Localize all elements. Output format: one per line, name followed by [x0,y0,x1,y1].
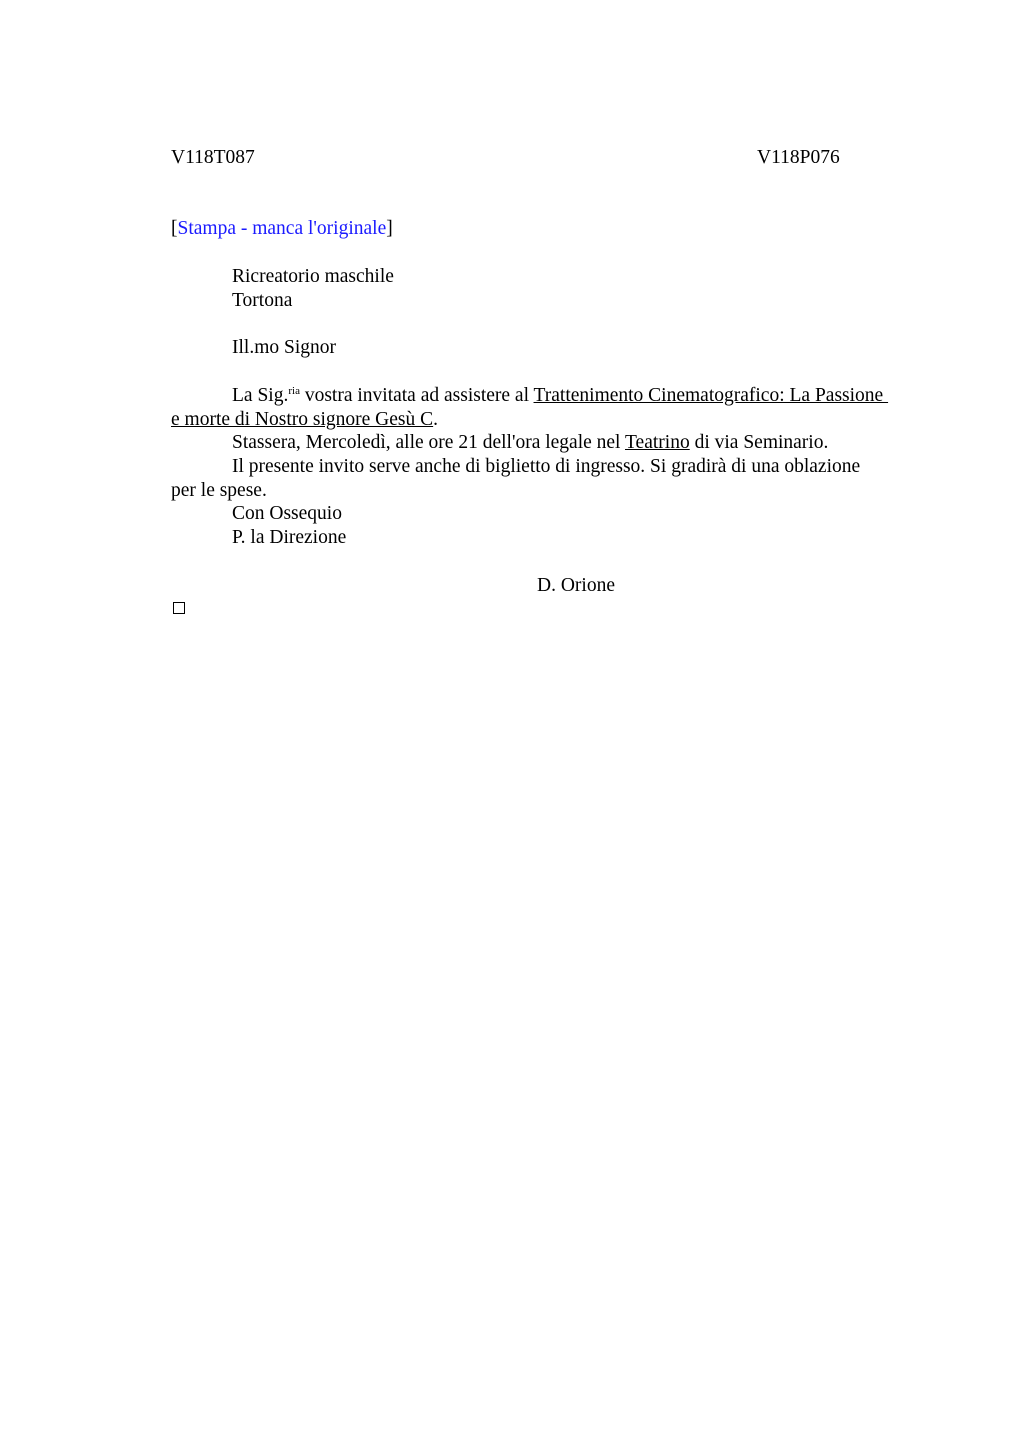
p2-venue: Teatrino [625,432,690,453]
event-title-part-1: Trattenimento Cinematografico: La Passione [533,385,889,406]
closing-line-2: P. la Direzione [232,527,347,548]
p1-middle: vostra invitata ad assistere al [299,385,534,406]
document-code-right: V118P076 [757,147,840,168]
paragraph-3-line-1: Il presente invito serve anche di biglietto di ingresso. Si gradirà di una oblazione [232,456,861,477]
p2-prefix: Stassera, Mercoledì, alle ore 21 dell'ora legale nel [232,432,625,453]
signature: D. Orione [537,575,615,596]
paragraph-1-line-2 [171,408,438,432]
salutation: Ill.mo Signor [232,337,337,358]
empty-square-icon [173,602,185,614]
paragraph-1-line-1 [232,384,888,408]
note-text: Stampa - manca l'originale [177,218,387,239]
p1-prefix: La Sig. [232,385,289,406]
closing-line-1: Con Ossequio [232,503,342,524]
source-note [171,217,393,241]
paragraph-2 [232,431,828,455]
note-open-bracket: [ [171,218,178,239]
note-close-bracket: ] [386,218,393,239]
paragraph-3-line-2: per le spese. [171,480,267,501]
document-code-left: V118T087 [171,147,255,168]
address-line-2: Tortona [232,290,293,311]
event-title-part-2: e morte di Nostro signore Gesù C [171,409,434,430]
p1-end: . [433,409,439,430]
address-line-1: Ricreatorio maschile [232,266,394,287]
p1-superscript: ria [288,385,300,397]
p2-suffix: di via Seminario. [689,432,829,453]
